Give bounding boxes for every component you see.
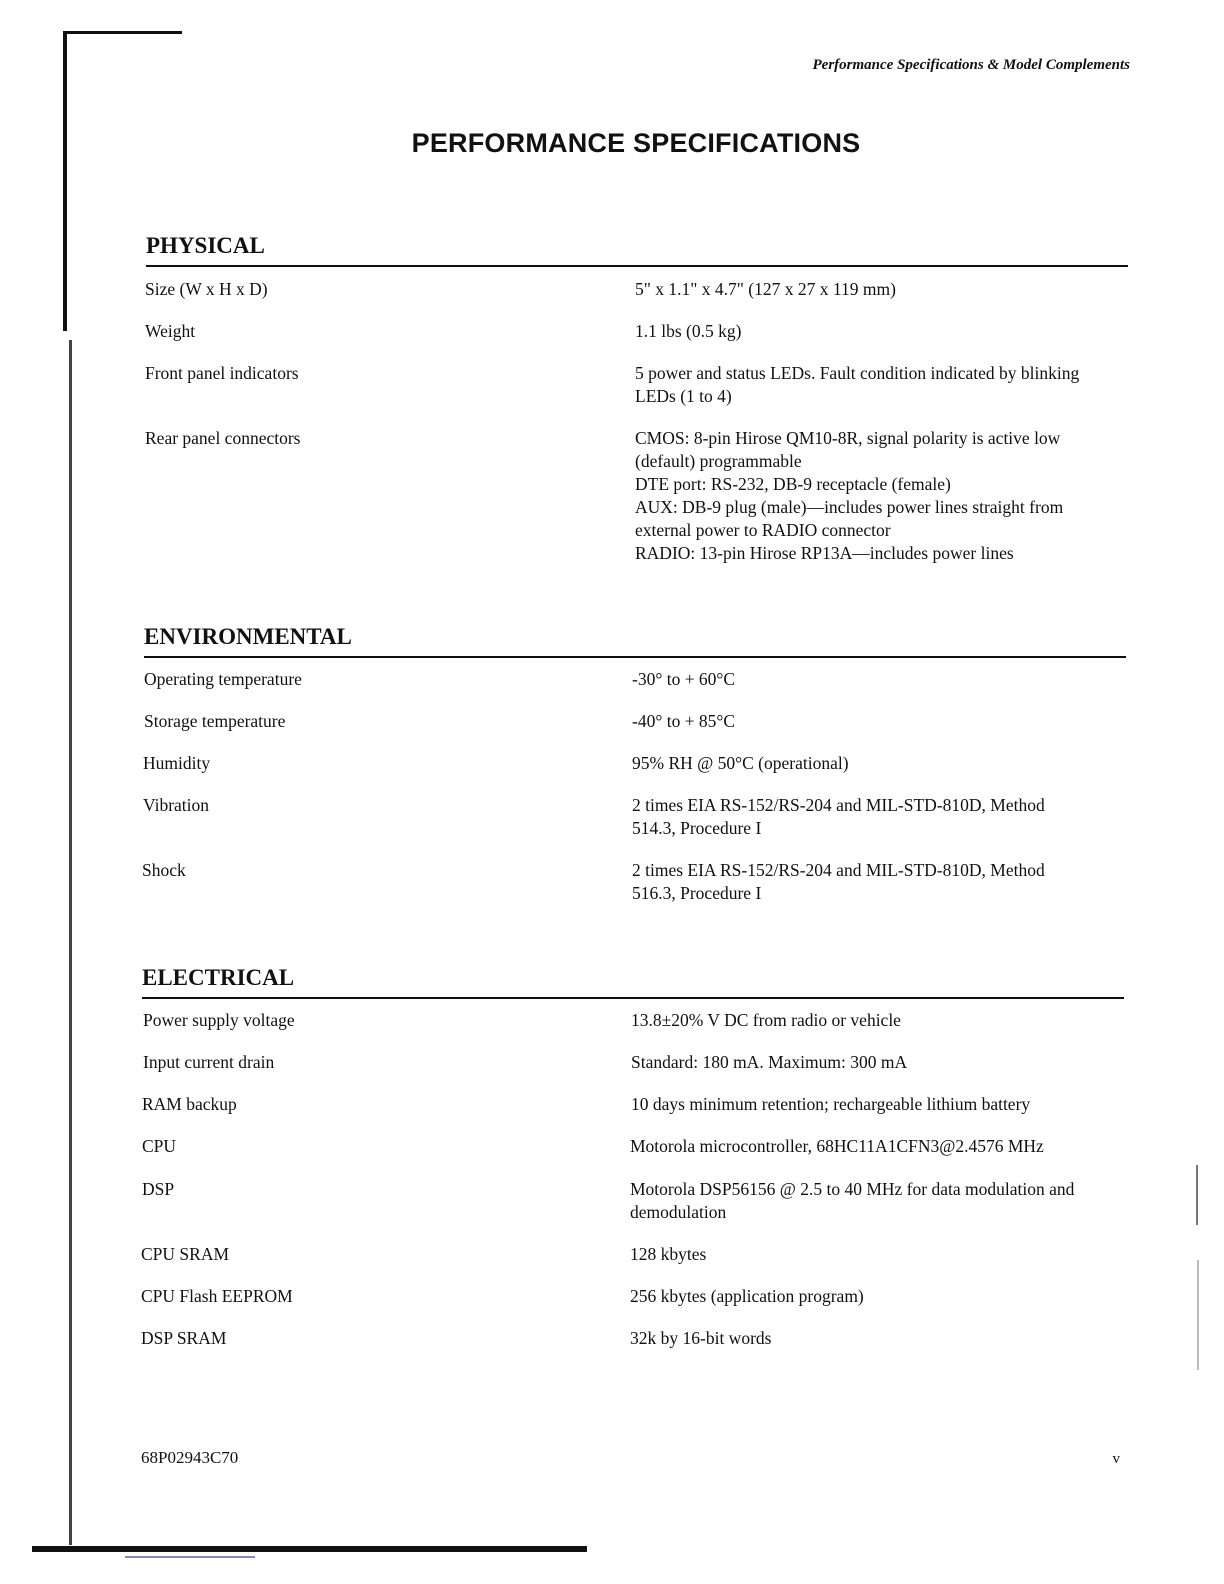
spec-label: Vibration: [143, 795, 210, 815]
section-rule: [144, 656, 1126, 658]
binding-bar-left-lower: [69, 340, 72, 1545]
spec-value-line: 10 days minimum retention; rechargeable lithium battery: [631, 1094, 1031, 1114]
spec-value-line: external power to RADIO connector: [635, 520, 891, 540]
spec-value-line: Standard: 180 mA. Maximum: 300 mA: [631, 1052, 908, 1072]
spec-value: [635, 362, 1130, 408]
spec-value-line: 1.1 lbs (0.5 kg): [635, 321, 742, 341]
section-environmental: [0, 623, 1224, 903]
spec-value-line: 2 times EIA RS-152/RS-204 and MIL-STD-810D, Method: [632, 795, 1045, 815]
scan-mark-right-2: [1197, 1260, 1199, 1370]
spec-label: CPU SRAM: [141, 1244, 230, 1264]
document-number: 68P02943C70: [141, 1448, 239, 1467]
spec-value: [632, 794, 1127, 840]
spec-value-line: 128 kbytes: [630, 1244, 707, 1264]
spec-value: [632, 710, 1127, 733]
section-heading: PHYSICAL: [146, 233, 265, 258]
spec-value-line: -30° to + 60°C: [632, 669, 736, 689]
spec-value-line: 95% RH @ 50°C (operational): [632, 753, 849, 773]
spec-value: [630, 1327, 1125, 1350]
spec-value-line: -40° to + 85°C: [632, 711, 736, 731]
page-number: v: [1112, 1451, 1120, 1467]
spec-label: Humidity: [143, 753, 211, 773]
spec-value-line: LEDs (1 to 4): [635, 386, 732, 406]
section-rule: [146, 265, 1128, 267]
spec-label: Storage temperature: [144, 711, 286, 731]
spec-label: Power supply voltage: [143, 1010, 295, 1030]
spec-label: CPU: [142, 1136, 177, 1156]
spec-value-line: DTE port: RS-232, DB-9 receptacle (female): [635, 474, 951, 494]
spec-value-line: Motorola microcontroller, 68HC11A1CFN3@2.4576 MHz: [630, 1136, 1044, 1156]
spec-value-line: AUX: DB-9 plug (male)—includes power lines straight from: [635, 497, 1064, 517]
spec-value-line: 516.3, Procedure I: [632, 883, 762, 903]
spec-label: CPU Flash EEPROM: [141, 1286, 293, 1306]
binding-bar-bottom: [32, 1546, 587, 1552]
spec-label: Rear panel connectors: [145, 428, 301, 448]
spec-value: [631, 1093, 1126, 1116]
spec-value-line: 5 power and status LEDs. Fault condition indicated by blinking: [635, 363, 1080, 383]
spec-label: Shock: [142, 860, 186, 880]
spec-value-line: 2 times EIA RS-152/RS-204 and MIL-STD-810D, Method: [632, 860, 1045, 880]
spec-label: Weight: [145, 321, 196, 341]
spec-value-line: 13.8±20% V DC from radio or vehicle: [631, 1010, 901, 1030]
running-header: Performance Specifications & Model Complements: [812, 57, 1130, 73]
spec-value-line: CMOS: 8-pin Hirose QM10-8R, signal polarity is active low: [635, 428, 1061, 448]
spec-value-line: 256 kbytes (application program): [630, 1286, 864, 1306]
spec-value-line: 32k by 16-bit words: [630, 1328, 772, 1348]
section-physical: [0, 232, 1224, 563]
spec-label: RAM backup: [142, 1094, 237, 1114]
binding-bar-top: [64, 31, 182, 34]
section-electrical: [0, 964, 1224, 1348]
section-rule: [142, 997, 1124, 999]
scan-mark-right: [1196, 1165, 1198, 1225]
spec-value: [635, 278, 1130, 301]
spec-value: [632, 859, 1127, 905]
spec-value: [630, 1285, 1125, 1308]
spec-label: Operating temperature: [144, 669, 302, 689]
spec-value: [630, 1178, 1125, 1224]
spec-value: [631, 1051, 1126, 1074]
spec-value: [632, 668, 1127, 691]
section-heading: ELECTRICAL: [142, 965, 295, 990]
spec-value-line: demodulation: [630, 1202, 727, 1222]
spec-value: [631, 1009, 1126, 1032]
spec-value: [630, 1243, 1125, 1266]
spec-value-line: Motorola DSP56156 @ 2.5 to 40 MHz for data modulation and: [630, 1179, 1075, 1199]
binding-bar-bottom-thin: [125, 1556, 255, 1558]
spec-value-line: 5" x 1.1" x 4.7" (127 x 27 x 119 mm): [635, 279, 896, 299]
spec-label: DSP: [142, 1179, 175, 1199]
spec-value: [635, 427, 1130, 565]
spec-label: Size (W x H x D): [145, 279, 268, 299]
spec-value-line: RADIO: 13-pin Hirose RP13A—includes power lines: [635, 543, 1014, 563]
spec-value: [635, 320, 1130, 343]
spec-label: DSP SRAM: [141, 1328, 227, 1348]
spec-value: [630, 1135, 1125, 1158]
spec-value-line: (default) programmable: [635, 451, 802, 471]
binding-bar-left: [63, 31, 67, 331]
section-heading: ENVIRONMENTAL: [144, 624, 352, 649]
spec-label: Input current drain: [143, 1052, 275, 1072]
spec-value-line: 514.3, Procedure I: [632, 818, 762, 838]
page-title: PERFORMANCE SPECIFICATIONS: [411, 128, 861, 158]
spec-value: [632, 752, 1127, 775]
spec-label: Front panel indicators: [145, 363, 299, 383]
